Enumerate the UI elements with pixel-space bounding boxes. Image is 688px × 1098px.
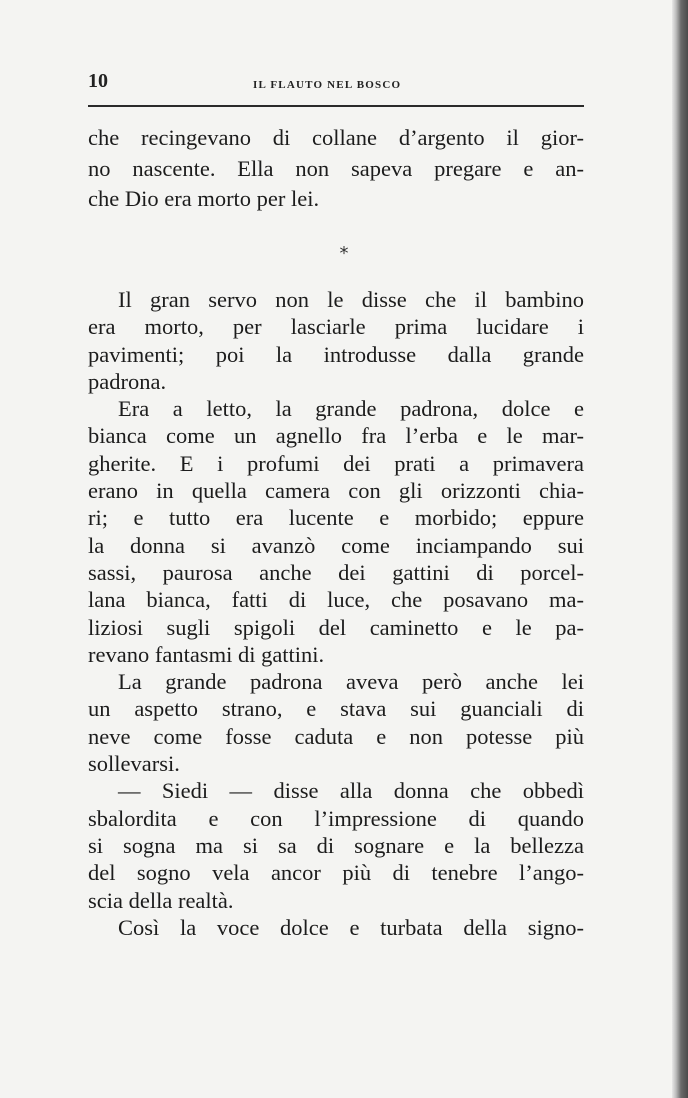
text-line: neve come fosse caduta e non potesse più — [88, 723, 584, 749]
text-line: — Siedi — disse alla donna che obbedì — [118, 778, 584, 804]
page-header — [88, 70, 584, 100]
text-line: revano fantasmi di gattini. — [88, 641, 325, 667]
text-line: sassi, paurosa anche dei gattini di porcel- — [88, 559, 584, 585]
text-line: lana bianca, fatti di luce, che posavano ma- — [88, 587, 584, 613]
text-line: Era a letto, la grande padrona, dolce e — [118, 396, 584, 422]
text-line: no nascente. Ella non sapeva pregare e an- — [88, 155, 584, 181]
text-line: bianca come un agnello fra l’erba e le mar- — [88, 423, 584, 449]
header-rule — [88, 105, 584, 107]
opening-paragraph — [88, 123, 584, 215]
text-line: pavimenti; poi la introdusse dalla grande — [88, 341, 584, 367]
text-line: sbalordita e con l’impressione di quando — [88, 805, 584, 831]
text-line: la donna si avanzò come inciampando sui — [88, 532, 584, 558]
text-line: scia della realtà. — [88, 887, 234, 913]
page-number: 10 — [88, 70, 108, 92]
text-line: erano in quella camera con gli orizzonti chia- — [88, 478, 584, 504]
text-line: era morto, per lasciarle prima lucidare i — [88, 314, 584, 340]
text-line: liziosi sugli spigoli del caminetto e le pa- — [88, 614, 584, 640]
text-line: La grande padrona aveva però anche lei — [118, 669, 584, 695]
text-line: padrona. — [88, 368, 167, 394]
text-line: ri; e tutto era lucente e morbido; eppure — [88, 505, 584, 531]
text-line: si sogna ma si sa di sognare e la bellezza — [88, 832, 584, 858]
text-line: Il gran servo non le disse che il bambino — [118, 287, 584, 312]
text-line: un aspetto strano, e stava sui guanciali di — [88, 696, 584, 722]
page-spine-edge — [672, 0, 688, 1098]
text-line: del sogno vela ancor più di tenebre l’ango- — [88, 860, 584, 886]
text-line: Così la voce dolce e turbata della signo- — [118, 914, 584, 940]
text-line: che recingevano di collane d’argento il gior- — [88, 125, 584, 150]
body-text — [88, 286, 584, 941]
text-line: che Dio era morto per lei. — [88, 186, 320, 212]
running-head: IL FLAUTO NEL BOSCO — [253, 79, 402, 91]
text-line: sollevarsi. — [88, 751, 180, 777]
section-separator: * — [339, 243, 349, 264]
text-line: gherite. E i profumi dei prati a primavera — [88, 450, 584, 476]
